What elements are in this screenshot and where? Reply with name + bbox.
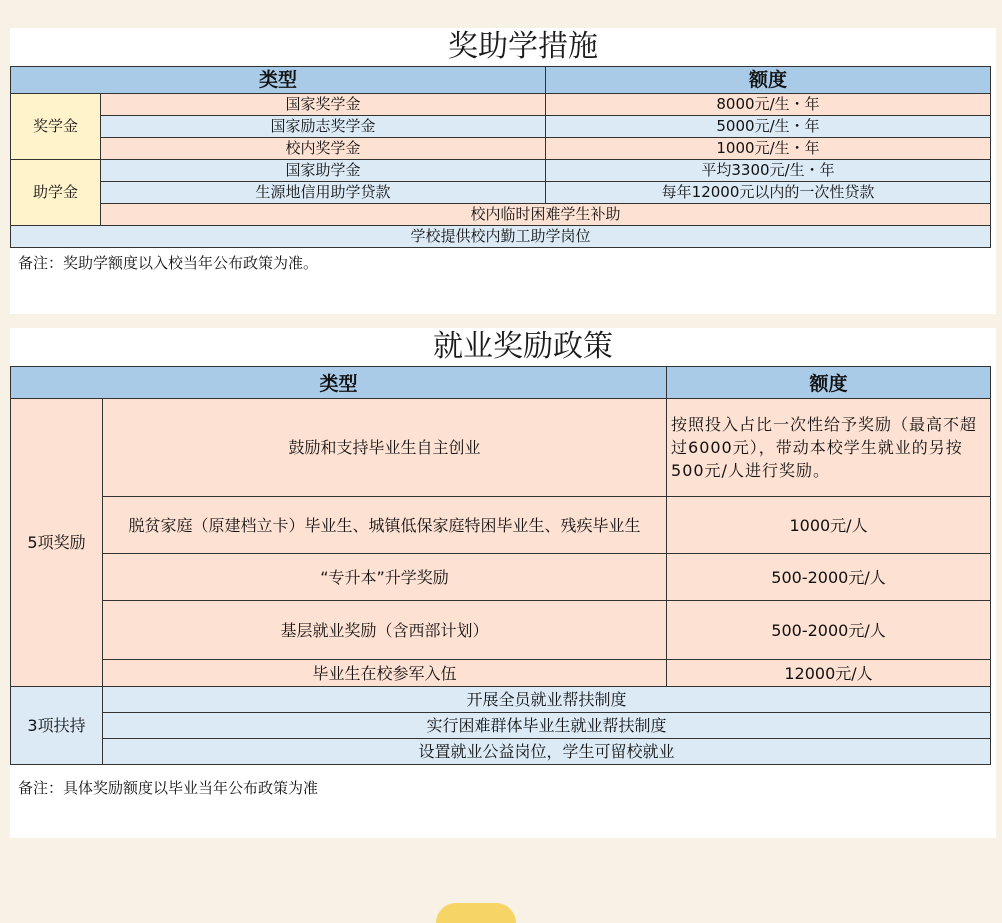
table-row <box>11 160 991 182</box>
row-type: 生源地信用助学贷款 <box>101 182 546 204</box>
row-amount: 5000元/生・年 <box>546 116 991 138</box>
decorative-shape <box>436 903 516 923</box>
row-type: 基层就业奖励（含西部计划） <box>103 601 667 660</box>
group-label-scholarship: 奖学金 <box>11 94 101 160</box>
table-row <box>11 713 991 739</box>
row-amount: 12000元/人 <box>667 660 991 687</box>
row-amount: 8000元/生・年 <box>546 94 991 116</box>
table-row <box>11 116 991 138</box>
row-type: 国家助学金 <box>101 160 546 182</box>
employment-title: 就业奖励政策 <box>433 329 613 364</box>
table-row <box>11 94 991 116</box>
row-amount: 按照投入占比一次性给予奖励（最高不超过6000元），带动本校学生就业的另按500元/人进行奖励。 <box>667 399 991 497</box>
table-header-row <box>11 67 991 94</box>
table-row <box>11 497 991 554</box>
table-row <box>11 204 991 226</box>
group-label-support: 3项扶持 <box>11 687 103 765</box>
span-row: 校内临时困难学生补助 <box>101 204 991 226</box>
table-row <box>11 226 991 248</box>
row-type: 脱贫家庭（原建档立卡）毕业生、城镇低保家庭特困毕业生、残疾毕业生 <box>103 497 667 554</box>
scholarship-title: 奖助学措施 <box>448 29 598 64</box>
support-item: 实行困难群体毕业生就业帮扶制度 <box>103 713 991 739</box>
row-amount: 平均3300元/生・年 <box>546 160 991 182</box>
table-row <box>11 739 991 765</box>
employment-panel <box>10 328 996 838</box>
scholarship-note: 备注：奖助学额度以入校当年公布政策为准。 <box>18 254 319 272</box>
row-type: 国家励志奖学金 <box>101 116 546 138</box>
row-type: 鼓励和支持毕业生自主创业 <box>103 399 667 497</box>
row-type: 校内奖学金 <box>101 138 546 160</box>
header-type: 类型 <box>11 67 546 94</box>
group-label-aid: 助学金 <box>11 160 101 226</box>
support-item: 开展全员就业帮扶制度 <box>103 687 991 713</box>
row-amount: 500-2000元/人 <box>667 601 991 660</box>
row-amount: 1000元/人 <box>667 497 991 554</box>
row-amount: 500-2000元/人 <box>667 554 991 601</box>
scholarship-panel <box>10 28 996 314</box>
table-row <box>11 554 991 601</box>
employment-table <box>10 366 991 765</box>
row-type: 国家奖学金 <box>101 94 546 116</box>
support-item: 设置就业公益岗位，学生可留校就业 <box>103 739 991 765</box>
row-amount: 每年12000元以内的一次性贷款 <box>546 182 991 204</box>
table-row <box>11 182 991 204</box>
group-label-rewards: 5项奖励 <box>11 399 103 687</box>
table-row <box>11 660 991 687</box>
row-type: “专升本”升学奖励 <box>103 554 667 601</box>
header-amount: 额度 <box>546 67 991 94</box>
table-row <box>11 687 991 713</box>
table-row <box>11 601 991 660</box>
header-type: 类型 <box>11 367 667 399</box>
row-amount: 1000元/生・年 <box>546 138 991 160</box>
scholarship-table <box>10 66 991 248</box>
span-row: 学校提供校内勤工助学岗位 <box>11 226 991 248</box>
row-type: 毕业生在校参军入伍 <box>103 660 667 687</box>
table-header-row <box>11 367 991 399</box>
table-row <box>11 399 991 497</box>
employment-note: 备注：具体奖励额度以毕业当年公布政策为准 <box>18 779 319 797</box>
header-amount: 额度 <box>667 367 991 399</box>
table-row <box>11 138 991 160</box>
